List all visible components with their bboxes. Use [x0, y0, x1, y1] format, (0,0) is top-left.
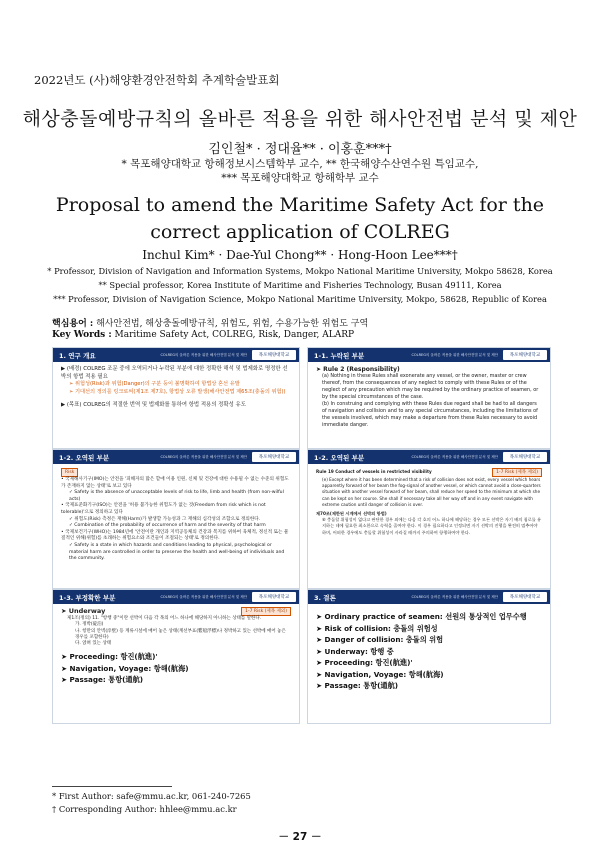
risk-tag: 1-7 Risk (제목 제외): [241, 607, 291, 616]
university-logo: 목포해양대학교: [252, 592, 296, 602]
slide-title: 1-3. 부정확한 부분: [59, 593, 116, 602]
definition-item-a: 가. 정박(碇泊): [75, 622, 104, 628]
university-logo: 목포해양대학교: [503, 592, 547, 602]
iso-definition: • 국제표준화기구(ISO)는 안전을 '허용 불가능한 위험도가 없는 것(Freedom from risk which is not tolerable)'으로 정의하고 있다: [61, 503, 266, 515]
slide-title: 1-1. 누락된 부분: [314, 351, 365, 360]
proceeding-term: ➤ Proceeding: 항진(航進)': [61, 652, 158, 662]
conclusion-item: ➤ Proceeding: 항진(航進)': [316, 658, 413, 667]
conclusion-item: ➤ Danger of collision: 충돌의 위험: [316, 635, 444, 644]
slide-subtitle: COLREG의 올바른 적용을 위한 해사안전법 분석 및 제안: [160, 455, 247, 459]
navigation-term: ➤ Navigation, Voyage: 항해(航海): [61, 663, 189, 673]
slide-subtitle: COLREG의 올바른 적용을 위한 해사안전법 분석 및 제안: [411, 455, 498, 459]
english-authors: Inchul Kim* · Dae-Yul Chong** · Hong-Hoon Lee***†: [142, 248, 458, 262]
slide-subtitle: COLREG의 올바른 적용을 위한 해사안전법 분석 및 제안: [411, 595, 498, 599]
conclusion-item: ➤ Ordinary practice of seamen: 선원의 통상적인 업무수행: [316, 612, 527, 621]
keywords-korean: [52, 316, 368, 329]
slide-title: 1-2. 오역된 부분: [314, 453, 365, 462]
english-affiliation-3: *** Professor, Division of Navigation Science, Mokpo National Maritime University, Mokpo, 58628, Republic of Korea: [53, 294, 547, 304]
footnote-first-author: * First Author: safe@mmu.ac.kr, 061-240-7265: [52, 791, 251, 801]
slide-inaccurate-part: [52, 589, 300, 724]
background-bullet-1: ➢ 위험성(Risk)과 위험(Danger)의 구분 등이 불명확하여 항법상 혼선 유발: [69, 381, 240, 388]
iso-risk-ko: ✓ 위험도(Risk) 측정은 재해(Harm)가 발생할 가능성과 그 재해의 심각성의 조합으로 정의한다.: [69, 516, 261, 522]
risk-tag: 1-7 Risk (제목 제외): [492, 468, 542, 477]
keywords-english-text: Maritime Safety Act, COLREG, Risk, Danger, ALARP: [114, 330, 355, 340]
slide-mistranslated-risk: [52, 449, 300, 589]
university-logo: 목포해양대학교: [503, 350, 547, 360]
english-affiliation-1: * Professor, Division of Navigation and Information Systems, Mokpo National Maritime University, Mokpo 58628, Korea: [47, 266, 553, 276]
underway-heading: ➤ Underway: [61, 607, 106, 616]
definition-item-c: 다. 얹혀 있는 상태: [75, 641, 112, 647]
korean-affiliation-2: *** 목포해양대학교 항해학부 교수: [221, 172, 379, 184]
keywords-korean-label: 핵심용어 :: [52, 319, 94, 329]
slide-header: [53, 348, 299, 362]
slide-subtitle: COLREG의 올바른 적용을 위한 해사안전법 분석 및 제안: [411, 353, 498, 357]
rule-2-heading: ➤ Rule 2 (Responsibility): [316, 366, 400, 373]
conclusion-item: ➤ Navigation, Voyage: 항해(航海): [316, 669, 444, 679]
korean-authors: 김인철* · 정대율** · 이홍훈***†: [208, 142, 392, 157]
korean-title: 해상충돌예방규칙의 올바른 적용을 위한 해사안전법 분석 및 제안: [22, 108, 578, 130]
keywords-english-label: Key Words :: [52, 330, 112, 340]
slide-header: [308, 590, 550, 604]
who-definition: • 국제보건기구(WHO)는 1984년에 '안전이란 개인과 지역공동체의 건강과 복지를 위하여 육체적, 정신적 또는 물질적인 위해(위험)를 초래하는 위험요소와 조건들이 조절되는 상태'로 정의한다.: [61, 529, 289, 542]
slide-subtitle: COLREG의 올바른 적용을 위한 해사안전법 분석 및 제안: [160, 595, 247, 599]
english-title: Proposal to amend the Maritime Safety Act for the correct application of COLREG: [55, 194, 545, 243]
conclusion-item: ➤ Risk of collision: 충돌의 위험성: [316, 623, 438, 633]
university-logo: 목포해양대학교: [503, 452, 547, 462]
keywords-english: [52, 330, 354, 340]
slide-mistranslated-rule19: [307, 449, 551, 589]
article-70-heading: 제70조(제한된 시계에서 선박의 항법): [316, 511, 387, 517]
slide-omitted-part: [307, 347, 551, 449]
article-1-definition: 제1조(정의) 11. "항행 중"이란 선박이 다음 각 목의 어느 하나에 해당하지 아니하는 상태를 말한다.: [67, 616, 262, 621]
slide-header: [308, 450, 550, 464]
conclusion-item: ➤ Underway: 항행 중: [316, 646, 394, 656]
conference-header: 2022년도 (사)해양환경안전학회 추계학술발표회: [34, 73, 280, 87]
goal-text: ▶ (목표) COLREG의 적절한 번역 및 법제화를 통하여 항법 적용의 정확성 유도: [61, 402, 246, 409]
slide-title: 3. 결론: [314, 593, 336, 602]
slide-research-overview: [52, 347, 300, 449]
rule-19-e: (e) Except where it has been determined that a risk of collision does not exist, every vessel which hears apparently forward of her beam the fog-signal of another vessel, or which cannot avoid a close-quarters situation with another vessel forward of her beam, shall reduce her speed to the minimum at which she can be kept on her course. She shall if necessary take all her way off and in any event navigate with extreme caution until danger of collision is over.: [322, 477, 541, 507]
who-definition-english: ✓ Safety is a state in which hazards and conditions leading to physical, psychological or material harm are controlled in order to preserve the health and well-being of individuals and the community.: [69, 542, 285, 562]
korean-affiliation-1: * 목포해양대학교 항해정보시스템학부 교수, ** 한국해양수산연수원 특임교수,: [121, 158, 479, 170]
iso-risk-en: ✓ Combination of the probability of occurrence of harm and the severity of that harm: [69, 523, 266, 529]
rule-2-b: (b) In construing and complying with these Rules due regard shall be had to all dangers of navigation and collision and to any special circumstances, including the limitations of the vessels involved, which may make a departure from these Rules necessary to avoid immediate danger.: [322, 401, 538, 428]
background-text: ▶ (배경) COLREG 조문 중에 오역되거나 누락된 부분에 대한 정확한 해석 및 법제화로 명정한 선박의 항법 적용 필요: [61, 366, 288, 380]
conclusion-item: ➤ Passage: 통항(通航): [316, 681, 399, 690]
slide-title: 1-2. 오역된 부분: [59, 453, 110, 462]
page-number: － 27 －: [278, 831, 322, 843]
footnote-corresponding-author: † Corresponding Author: hhlee@mmu.ac.kr: [52, 804, 237, 814]
slide-title: 1. 연구 개요: [59, 351, 96, 360]
rule-2-a: (a) Nothing in these Rules shall exonerate any vessel, or the owner, master or crew thereof, from the consequences of any neglect to comply with these Rules or of the neglect of any precaution which may be required by the ordinary practice of seamen, or by the special circumstances of the case.: [322, 373, 539, 400]
article-70-text: ⑥ 충돌할 위험성이 없다고 판단한 경우 외에는 다음 각 호의 어느 하나에 해당하는 경우 모든 선박은 자기 배의 침로를 유지하는 데에 필요한 최소한으로 속력을 줄여야 한다. 이 경우 필요하다고 인정되면 자기 선박의 진행을 완전히 멈추어야 하며, 어떠한 경우에도 충돌할 위험성이 사라질 때까지 주의하여 항행하여야 한다.: [322, 517, 542, 535]
english-affiliation-2: ** Special professor, Korea Institute of Maritime and Fisheries Technology, Busan 49111, Korea: [98, 280, 502, 290]
imo-definition-english: ✓ Safety is the absence of unacceptable levels of risk to life, limb and health (from non-wilful acts): [69, 490, 284, 502]
footnote-divider: [52, 786, 172, 787]
rule-19-heading: Rule 19 Conduct of vessels in restricted visibility: [316, 469, 432, 475]
university-logo: 목포해양대학교: [252, 452, 296, 462]
passage-term: ➤ Passage: 통항(通航): [61, 675, 144, 685]
slide-header: [308, 348, 550, 362]
definition-item-b: 나. 항만의 안벽(岸壁) 등 계류시설에 매어 놓은 상태(계선부표(繫船浮標)나 정박하고 있는 선박에 매어 놓은 경우를 포함한다): [75, 628, 286, 640]
keywords-korean-text: 해사안전법, 해상충돌예방규칙, 위험도, 위험, 수용가능한 위험도 구역: [96, 319, 369, 329]
university-logo: 목포해양대학교: [252, 350, 296, 360]
background-bullet-2: ➢ 기대선의 정의를 링크로써(제1조 제7호), 항법상 오류 발생(해사안전법 제65조(충돌의 위험)): [69, 388, 286, 395]
slide-header: [53, 590, 299, 604]
slide-header: [53, 450, 299, 464]
slide-conclusion: [307, 589, 551, 724]
risk-tag: Risk: [61, 468, 78, 477]
slide-subtitle: COLREG의 올바른 적용을 위한 해사안전법 분석 및 제안: [160, 353, 247, 357]
imo-definition: • 국제해사기구(IMO)는 안전을 '피해자의 많은 할애 이용 인원, 신체 및 건강에 대한 수용될 수 없는 수준의 위험도가 존재하지 않는 상태'로 보고 있다: [61, 477, 289, 489]
